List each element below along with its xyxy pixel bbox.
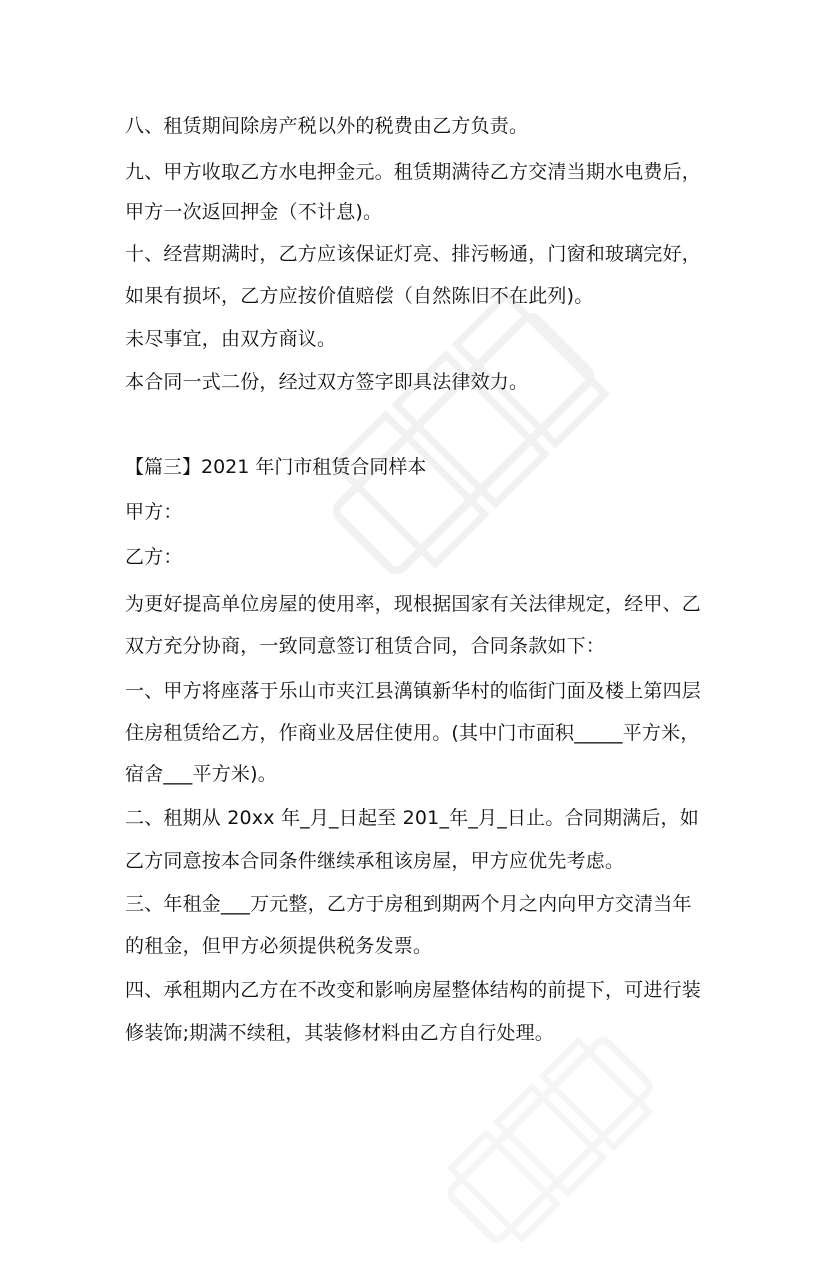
paragraph-line: 一、甲方将座落于乐山市夹江县澫镇新华村的临街门面及楼上第四层 [125,680,702,702]
paragraph-line: 的租金，但甲方必须提供税务发票。 [125,935,433,957]
paragraph-line: 甲方一次返回押金（不计息)。 [125,201,383,223]
paragraph-line: 修装饰;期满不续租，其装修材料由乙方自行处理。 [125,1022,555,1044]
paragraph-line: 三、年租金___万元整，乙方于房租到期两个月之内向甲方交清当年 [125,893,692,915]
paragraph-line: 为更好提高单位房屋的使用率，现根据国家有关法律规定，经甲、乙 [125,593,702,615]
paragraph-line: 未尽事宜，由双方商议。 [125,328,337,350]
paragraph-line: 十、经营期满时，乙方应该保证灯亮、排污畅通，门窗和玻璃完好， [125,243,702,265]
party-b-label: 乙方： [125,546,183,568]
paragraph-line: 宿舍___平方米)。 [125,763,277,785]
paragraph-line: 双方充分协商，一致同意签订租赁合同，合同条款如下： [125,635,606,657]
paragraph-line: 四、承租期内乙方在不改变和影响房屋整体结构的前提下，可进行装 [125,979,702,1001]
paragraph-line: 八、租赁期间除房产税以外的税费由乙方负责。 [125,115,529,137]
paragraph-line: 二、租期从 20xx 年_月_日起至 201_年_月_日止。合同期满后，如 [125,807,699,829]
paragraph-line: 住房租赁给乙方，作商业及居住使用。(其中门市面积_____平方米， [125,722,700,744]
paragraph-line: 九、甲方收取乙方水电押金元。租赁期满待乙方交清当期水电费后， [125,161,702,183]
section-heading: 【篇三】2021 年门市租赁合同样本 [125,456,427,478]
paragraph-line: 本合同一式二份，经过双方签字即具法律效力。 [125,371,529,393]
paragraph-line: 乙方同意按本合同条件继续承租该房屋，甲方应优先考虑。 [125,850,625,872]
party-a-label: 甲方： [125,501,183,523]
paragraph-line: 如果有损坏，乙方应按价值赔偿（自然陈旧不在此列)。 [125,285,594,307]
